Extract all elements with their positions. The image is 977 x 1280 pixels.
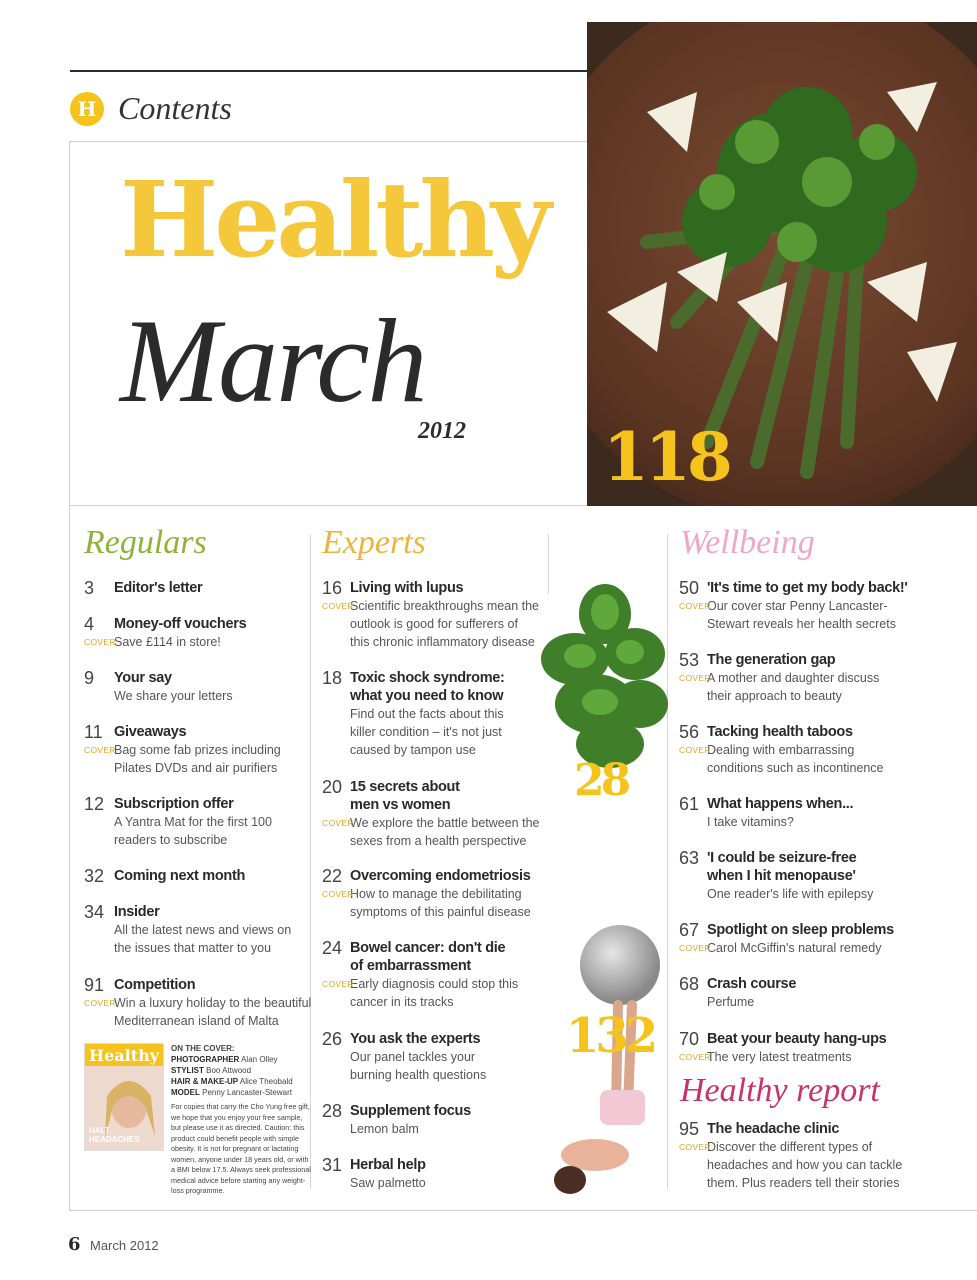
entry-title: Crash course (707, 976, 797, 992)
cover-story-tag: COVER (679, 745, 711, 755)
entry-page-number: 20 (322, 777, 343, 797)
cover-story-tag: COVER (679, 1052, 711, 1062)
entry-page-number: 9 (84, 668, 95, 688)
entry-page-number: 22 (322, 866, 343, 886)
frame-top (70, 141, 587, 142)
cover-story-tag: COVER (84, 745, 116, 755)
entry-title: 'I could be seizure-free when I hit menopause' (707, 850, 857, 884)
entry-page-number: 24 (322, 938, 343, 958)
credit-hair: HAIR & MAKE-UP Alice Theobald (171, 1077, 293, 1086)
entry-description: Lemon balm (350, 1122, 419, 1136)
entry-description: All the latest news and views on the issues that matter to you (114, 923, 292, 955)
entry-description: A mother and daughter discuss their approach to beauty (707, 671, 880, 703)
masthead-healthy: Healthy (120, 158, 548, 281)
entry-description: Early diagnosis could stop this cancer in its tracks (350, 977, 519, 1009)
entry-title: Money-off vouchers (114, 616, 247, 632)
cover-story-tag: COVER (322, 889, 354, 899)
credit-stylist: STYLIST Boo Attwood (171, 1066, 252, 1075)
entry-title: The headache clinic (707, 1121, 840, 1137)
photo-page-number: 118 (603, 418, 729, 496)
entry-title: Overcoming endometriosis (350, 868, 531, 884)
entry-title: The generation gap (707, 652, 836, 668)
entry-title: Herbal help (350, 1157, 426, 1173)
frame-left (69, 141, 70, 1211)
entry-title: Bowel cancer: don't die of embarrassment (350, 940, 506, 974)
entry-description: Saw palmetto (350, 1176, 426, 1190)
masthead-march: March (120, 294, 426, 427)
entry-title: Toxic shock syndrome: what you need to know (350, 670, 505, 704)
entry-page-number: 95 (679, 1119, 700, 1139)
cover-story-tag: COVER (322, 601, 354, 611)
entry-page-number: 18 (322, 668, 343, 688)
cover-story-tag: COVER (679, 1142, 711, 1152)
entry-title: Beat your beauty hang-ups (707, 1031, 887, 1047)
entry-page-number: 67 (679, 920, 700, 940)
entry-title: Coming next month (114, 868, 246, 884)
cover-story-tag: COVER (679, 601, 711, 611)
contents-title: Contents (118, 90, 232, 126)
on-the-cover-credits (171, 1043, 311, 1197)
entry-title: Competition (114, 977, 196, 993)
entry-description: The very latest treatments (707, 1050, 852, 1064)
cover-story-tag: COVER (84, 637, 116, 647)
entry-page-number: 70 (679, 1029, 700, 1049)
ball-page-number: 132 (566, 1008, 655, 1064)
entry-page-number: 61 (679, 794, 700, 814)
experts-heading: Experts (322, 524, 426, 561)
entry-description: Our cover star Penny Lancaster- Stewart reveals her health secrets (707, 599, 896, 631)
entry-description: A Yantra Mat for the first 100 readers to subscribe (114, 815, 272, 847)
cover-story-tag: COVER (679, 943, 711, 953)
entry-description: I take vitamins? (707, 815, 794, 829)
entry-description: How to manage the debilitating symptoms of this painful disease (350, 887, 531, 919)
healthy-report-heading: Healthy report (680, 1072, 880, 1109)
entry-description: Dealing with embarrassing conditions such as incontinence (707, 743, 884, 775)
entry-title: 'It's time to get my body back!' (707, 580, 908, 596)
entry-page-number: 11 (84, 722, 103, 742)
mint-page-number: 28 (574, 755, 628, 806)
entry-page-number: 4 (84, 614, 95, 634)
entry-description: We explore the battle between the sexes from a health perspective (350, 816, 540, 848)
credit-model: MODEL Penny Lancaster-Stewart (171, 1088, 292, 1097)
entry-page-number: 56 (679, 722, 700, 742)
cover-story-tag: COVER (322, 818, 354, 828)
entry-title: Your say (114, 670, 172, 686)
entry-page-number: 63 (679, 848, 700, 868)
entry-description: Carol McGiffin's natural remedy (707, 941, 882, 955)
entry-description: We share your letters (114, 689, 233, 703)
entry-description: Our panel tackles your burning health questions (350, 1050, 487, 1082)
wellbeing-heading: Wellbeing (680, 524, 815, 561)
entry-description: Save £114 in store! (114, 635, 221, 649)
entry-description: Win a luxury holiday to the beautiful Mediterranean island of Malta (114, 996, 312, 1028)
credit-photographer: PHOTOGRAPHER Alan Olley (171, 1055, 278, 1064)
issue-date: March 2012 (90, 1238, 159, 1253)
entry-title: Supplement focus (350, 1103, 471, 1119)
entry-title: You ask the experts (350, 1031, 481, 1047)
entry-page-number: 50 (679, 578, 700, 598)
entry-description: Perfume (707, 995, 755, 1009)
entry-page-number: 68 (679, 974, 700, 994)
entry-title: Editor's letter (114, 580, 203, 596)
thumb-masthead: Healthy (89, 1046, 160, 1065)
page-number: 6 (68, 1234, 81, 1255)
entry-title: Subscription offer (114, 796, 234, 812)
entry-page-number: 32 (84, 866, 105, 886)
header-rule (70, 70, 587, 72)
entry-title: 15 secrets about men vs women (350, 779, 460, 813)
entry-title: Giveaways (114, 724, 187, 740)
entry-title: Insider (114, 904, 160, 920)
entry-title: Tacking health taboos (707, 724, 853, 740)
entry-page-number: 3 (84, 578, 95, 598)
credits-heading: ON THE COVER: (171, 1044, 235, 1053)
entry-description: Scientific breakthroughs mean the outlook is good for sufferers of this chronic inflammatory disease (350, 599, 539, 649)
frame-bottom (69, 1210, 977, 1211)
regulars-heading: Regulars (84, 524, 207, 561)
section-badge: H (70, 92, 104, 126)
entry-title: What happens when... (707, 796, 854, 812)
cover-story-tag: COVER (84, 998, 116, 1008)
entry-title: Spotlight on sleep problems (707, 922, 894, 938)
entry-description: Find out the facts about this killer condition – it's not just caused by tampon use (350, 707, 504, 757)
entry-description: Bag some fab prizes including Pilates DVDs and air purifiers (114, 743, 281, 775)
cover-story-tag: COVER (679, 673, 711, 683)
entry-page-number: 53 (679, 650, 700, 670)
entry-description: Discover the different types of headaches and how you can tackle them. Plus readers tell their stories (707, 1140, 903, 1190)
entry-page-number: 34 (84, 902, 105, 922)
masthead-year: 2012 (418, 418, 466, 444)
entry-page-number: 31 (322, 1155, 343, 1175)
cover-story-tag: COVER (322, 979, 354, 989)
cover-gift-note: For copies that carry the Cho Yung free gift, we hope that you enjoy your free sample, but please use it as directed. Caution: this product could benefit people with simple obesity. It is not for pregnant or lactating women, anyone under 18 years old, or with a BMI below 17.5. Always seek professional medical advice before starting any weight-loss programme. (171, 1102, 311, 1195)
entry-page-number: 28 (322, 1101, 343, 1121)
entry-page-number: 26 (322, 1029, 343, 1049)
entry-page-number: 16 (322, 578, 343, 598)
entry-page-number: 12 (84, 794, 105, 814)
thumb-cover-line: HALT (89, 1126, 110, 1135)
entry-title: Living with lupus (350, 580, 464, 596)
entry-description: One reader's life with epilepsy (707, 887, 874, 901)
thumb-cover-line: HEADACHES (89, 1135, 140, 1144)
magazine-cover-thumbnail (84, 1043, 164, 1151)
entry-page-number: 91 (84, 975, 105, 995)
